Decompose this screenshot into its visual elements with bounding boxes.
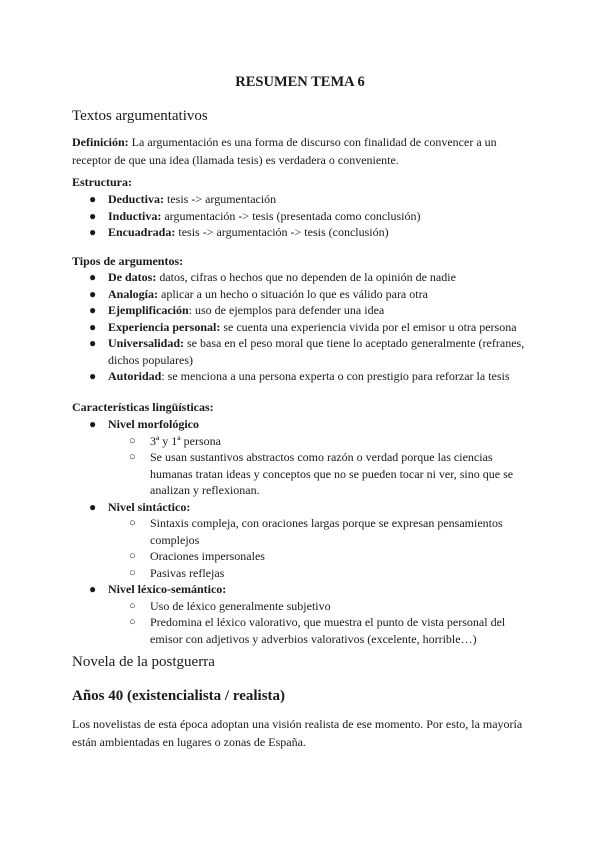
sub-list-item — [129, 515, 532, 548]
item-term: Inductiva: — [108, 208, 162, 223]
bullet-icon: ● — [89, 319, 97, 334]
nivel-item — [72, 416, 532, 499]
item-term: Experiencia personal: — [108, 319, 221, 334]
estructura-label: Estructura: — [72, 175, 132, 189]
circle-bullet-icon: ○ — [129, 517, 136, 529]
item-term: Nivel léxico-semántico: — [108, 582, 227, 596]
item-term: Nivel morfológico — [108, 417, 199, 431]
niveles-list — [72, 416, 532, 647]
bullet-icon: ● — [89, 208, 97, 223]
list-item — [72, 286, 532, 303]
sub-list-item — [129, 433, 532, 450]
bullet-icon: ● — [89, 303, 97, 317]
list-item — [72, 191, 532, 208]
item-text: aplicar a un hecho o situación lo que es válido para otra — [158, 286, 428, 301]
circle-bullet-icon: ○ — [129, 566, 136, 579]
caracteristicas-label: Características lingüísticas: — [72, 400, 214, 414]
bullet-icon: ● — [89, 192, 97, 206]
tipos-list — [72, 269, 532, 385]
bullet-icon: ● — [89, 582, 97, 596]
item-term: Ejemplificación — [108, 303, 189, 317]
sub-list-item — [129, 598, 532, 615]
list-item — [72, 335, 532, 368]
sub-list — [129, 598, 532, 648]
sub-item-text: Oraciones impersonales — [150, 549, 265, 563]
circle-bullet-icon: ○ — [129, 434, 136, 447]
list-item — [72, 269, 532, 286]
document-title: RESUMEN TEMA 6 — [235, 74, 365, 90]
bullet-icon: ● — [89, 417, 97, 431]
sub-item-text: 3ª y 1ª persona — [150, 433, 221, 448]
tipos-label: Tipos de argumentos: — [72, 254, 184, 268]
sub-list-item — [129, 565, 532, 582]
circle-bullet-icon: ○ — [129, 599, 136, 612]
item-text: se cuenta una experiencia vivida por el emisor u otra persona — [220, 319, 517, 334]
item-text: : uso de ejemplos para defender una idea — [188, 303, 385, 317]
sub-list-item — [129, 548, 532, 565]
item-text: tesis -> argumentación -> tesis (conclusión) — [175, 225, 389, 239]
sub-list — [129, 515, 532, 581]
sub-list-item — [129, 614, 532, 647]
nivel-item — [72, 581, 532, 647]
item-term: Deductiva: — [108, 192, 164, 206]
circle-bullet-icon: ○ — [129, 550, 136, 562]
bullet-icon: ● — [89, 336, 97, 350]
sub-item-text: Predomina el léxico valorativo, que muestra el punto de vista personal del emisor con adjetivos y adverbios valorativos (excelente, horrible…) — [150, 615, 506, 646]
bullet-icon: ● — [89, 369, 97, 383]
item-text: datos, cifras o hechos que no dependen de la opinión de nadie — [156, 270, 456, 284]
bullet-icon: ● — [89, 286, 97, 301]
item-term: Nivel sintáctico: — [108, 499, 191, 514]
sub-item-text: Uso de léxico generalmente subjetivo — [150, 598, 331, 613]
item-text: argumentación -> tesis (presentada como conclusión) — [161, 208, 421, 223]
item-text: tesis -> argumentación — [164, 192, 277, 206]
bullet-icon: ● — [89, 225, 97, 239]
section-heading-textos: Textos argumentativos — [72, 108, 208, 124]
item-term: Encuadrada: — [108, 225, 176, 239]
sub-list-item — [129, 449, 532, 499]
list-item — [72, 208, 532, 225]
item-term: Autoridad — [108, 369, 162, 383]
anos40-paragraph: Los novelistas de esta época adoptan una visión realista de ese momento. Por esto, la mayoría están ambientadas en lugares o zonas de España. — [72, 717, 523, 749]
list-item — [72, 302, 532, 319]
item-term: Analogía: — [108, 286, 159, 301]
bullet-icon: ● — [89, 270, 97, 284]
item-term: Universalidad: — [108, 336, 185, 350]
list-item — [72, 368, 532, 385]
sub-list — [129, 433, 532, 499]
item-text: : se menciona a una persona experta o con prestigio para reforzar la tesis — [161, 369, 510, 383]
item-term: De datos: — [108, 270, 157, 284]
section-heading-novela: Novela de la postguerra — [72, 654, 215, 670]
estructura-list — [72, 191, 532, 241]
subsection-heading-anos40: Años 40 (existencialista / realista) — [72, 688, 286, 704]
sub-item-text: Pasivas reflejas — [150, 565, 225, 580]
list-item — [72, 319, 532, 336]
list-item — [72, 224, 532, 241]
bullet-icon: ● — [89, 499, 97, 514]
definition-text: La argumentación es una forma de discurso con finalidad de convencer a un receptor de que una idea (llamada tesis) es verdadera o conveniente. — [72, 135, 497, 167]
nivel-item — [72, 499, 532, 582]
sub-item-text: Se usan sustantivos abstractos como razón o verdad porque las ciencias humanas tratan ideas y conceptos que no se pueden tocar ni ver, sino que se analizan y reflexionan. — [150, 450, 514, 497]
definition-paragraph — [72, 134, 532, 169]
sub-item-text: Sintaxis compleja, con oraciones largas porque se expresan pensamientos complejos — [150, 516, 503, 547]
circle-bullet-icon: ○ — [129, 451, 136, 463]
definition-label: Definición: — [72, 135, 129, 149]
item-text: se basa en el peso moral que tiene lo aceptado generalmente (refranes, dichos populares) — [108, 336, 525, 367]
circle-bullet-icon: ○ — [129, 616, 136, 628]
